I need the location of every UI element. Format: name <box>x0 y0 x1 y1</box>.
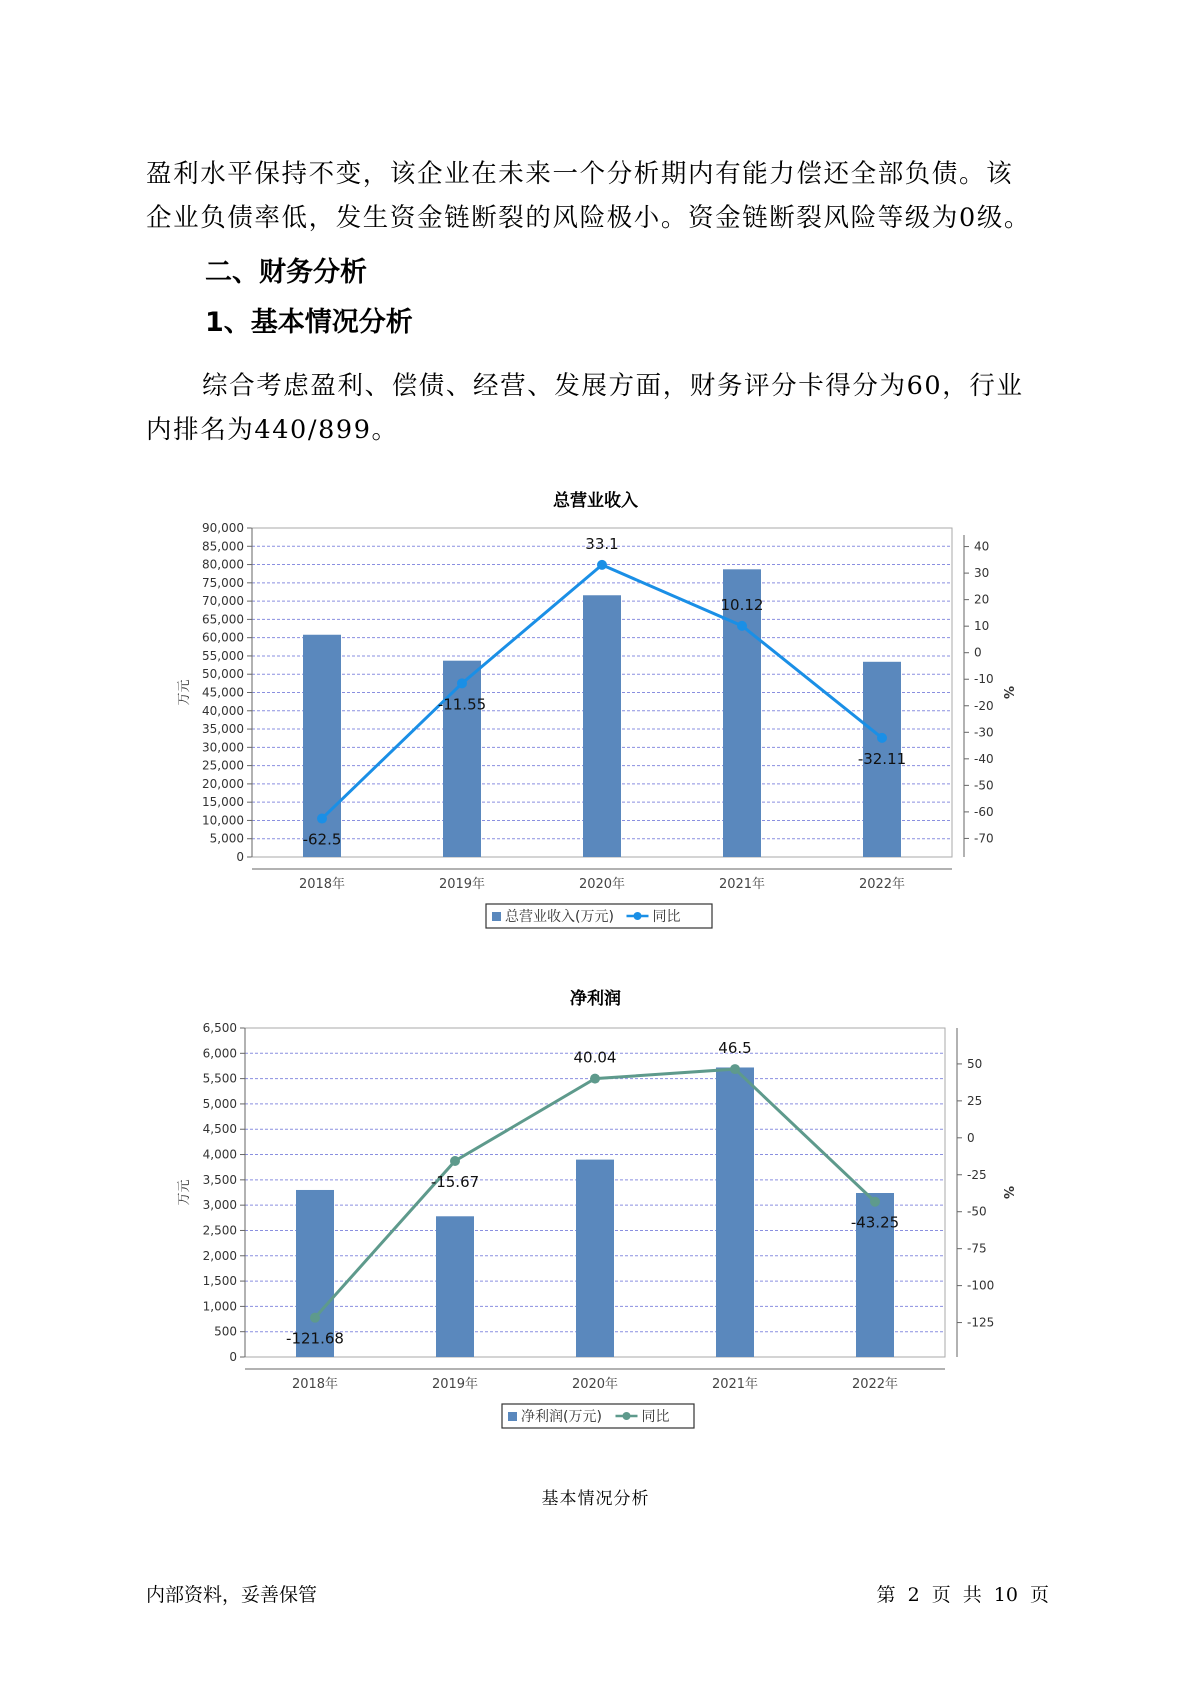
y-tick-label: 0 <box>236 850 244 864</box>
y-tick-label: 5,000 <box>209 831 244 846</box>
summary-line-2: 内排名为440/899。 <box>146 415 399 445</box>
y-tick-label: 1,000 <box>202 1299 237 1314</box>
y-tick-label: 2,500 <box>202 1223 237 1238</box>
y-axis-title: 万元 <box>177 1179 192 1206</box>
y-tick-label: 1,500 <box>202 1274 237 1289</box>
bar <box>436 1216 474 1357</box>
y-tick-label: 2,000 <box>202 1248 237 1263</box>
y2-tick-label: -75 <box>967 1241 987 1256</box>
y-tick-label: 500 <box>214 1324 237 1339</box>
y-tick-label: 50,000 <box>202 667 244 682</box>
y2-axis-title: % <box>1000 685 1015 700</box>
y2-tick-label: -100 <box>967 1278 995 1293</box>
y-tick-label: 3,500 <box>202 1172 237 1187</box>
y2-tick-label: -25 <box>967 1167 987 1182</box>
bar <box>576 1160 614 1357</box>
legend-line-label: 同比 <box>652 909 681 925</box>
y-tick-label: 70,000 <box>202 594 244 609</box>
y-tick-label: 5,000 <box>202 1096 237 1111</box>
y-tick-label: 55,000 <box>202 648 244 663</box>
y2-tick-label: 25 <box>967 1093 983 1108</box>
y2-tick-label: -50 <box>974 778 994 793</box>
legend-bar-label: 净利润(万元) <box>521 1409 602 1425</box>
section-heading: 二、财务分析 <box>205 257 367 288</box>
yoy-data-label: -15.67 <box>430 1172 480 1191</box>
x-tick-label: 2022年 <box>858 877 906 892</box>
yoy-data-label: -11.55 <box>437 695 487 714</box>
legend-bar-label: 总营业收入(万元) <box>505 909 614 925</box>
y2-tick-label: -10 <box>974 672 994 687</box>
bar <box>583 595 621 857</box>
y2-tick-label: 10 <box>974 619 990 634</box>
x-tick-label: 2019年 <box>438 877 486 892</box>
subsection-heading: 1、基本情况分析 <box>205 307 413 338</box>
yoy-point <box>870 1197 880 1207</box>
y-tick-label: 10,000 <box>202 813 244 828</box>
x-tick-label: 2020年 <box>571 1377 619 1392</box>
yoy-data-label: 33.1 <box>585 534 619 553</box>
intro-line-1: 盈利水平保持不变，该企业在未来一个分析期内有能力偿还全部负债。该 <box>146 159 1014 189</box>
y2-tick-label: -30 <box>974 725 994 740</box>
footer-confidential: 内部资料，妥善保管 <box>146 1584 318 1606</box>
bar <box>443 661 481 857</box>
y-tick-label: 15,000 <box>202 795 244 810</box>
y2-tick-label: -40 <box>974 751 994 766</box>
yoy-point <box>317 814 327 824</box>
revenue-chart <box>0 510 1191 930</box>
x-tick-label: 2020年 <box>578 877 626 892</box>
footer-page-number: 第 2 页 共 10 页 <box>876 1584 1049 1606</box>
yoy-point <box>730 1064 740 1074</box>
y-tick-label: 25,000 <box>202 758 244 773</box>
y-tick-label: 4,500 <box>202 1122 237 1137</box>
yoy-data-label: -121.68 <box>286 1329 344 1348</box>
y-tick-label: 90,000 <box>202 521 244 535</box>
yoy-data-label: 46.5 <box>718 1039 752 1058</box>
y2-tick-label: 40 <box>974 539 990 554</box>
yoy-point <box>590 1074 600 1084</box>
y2-tick-label: -125 <box>967 1315 995 1330</box>
y-tick-label: 6,500 <box>202 1021 237 1035</box>
y-tick-label: 3,000 <box>202 1198 237 1213</box>
x-tick-label: 2018年 <box>291 1377 339 1392</box>
y-tick-label: 75,000 <box>202 575 244 590</box>
yoy-data-label: -62.5 <box>302 830 342 849</box>
yoy-point <box>597 560 607 570</box>
y2-axis-title: % <box>1000 1185 1015 1200</box>
x-tick-label: 2019年 <box>431 1377 479 1392</box>
legend-line-marker <box>634 912 642 920</box>
x-tick-label: 2021年 <box>711 1377 759 1392</box>
y-tick-label: 20,000 <box>202 776 244 791</box>
y-tick-label: 4,000 <box>202 1147 237 1162</box>
y2-tick-label: 20 <box>974 592 990 607</box>
y-tick-label: 80,000 <box>202 557 244 572</box>
yoy-data-label: 10.12 <box>720 595 764 614</box>
legend-line-label: 同比 <box>641 1409 670 1425</box>
y-axis-title: 万元 <box>177 679 192 706</box>
yoy-point <box>737 621 747 631</box>
figure-caption: 基本情况分析 <box>541 1489 650 1509</box>
y-tick-label: 0 <box>229 1350 237 1364</box>
summary-line-1: 综合考虑盈利、偿债、经营、发展方面，财务评分卡得分为60，行业 <box>202 371 1024 401</box>
yoy-data-label: -43.25 <box>850 1213 900 1232</box>
y-tick-label: 5,500 <box>202 1071 237 1086</box>
y-tick-label: 45,000 <box>202 685 244 700</box>
y-tick-label: 35,000 <box>202 722 244 737</box>
y2-tick-label: 30 <box>974 566 990 581</box>
y2-tick-label: -60 <box>974 804 994 819</box>
yoy-point <box>457 678 467 688</box>
yoy-point <box>310 1313 320 1323</box>
bar <box>716 1067 754 1357</box>
y-tick-label: 6,000 <box>202 1046 237 1061</box>
y-tick-label: 40,000 <box>202 703 244 718</box>
y2-tick-label: 50 <box>967 1056 983 1071</box>
bar <box>303 635 341 857</box>
y-tick-label: 85,000 <box>202 539 244 554</box>
x-tick-label: 2022年 <box>851 1377 899 1392</box>
y-tick-label: 30,000 <box>202 740 244 755</box>
y-tick-label: 60,000 <box>202 630 244 645</box>
yoy-data-label: 40.04 <box>573 1048 617 1067</box>
x-tick-label: 2021年 <box>718 877 766 892</box>
yoy-data-label: -32.11 <box>857 749 907 768</box>
y2-tick-label: -20 <box>974 698 994 713</box>
yoy-point <box>450 1156 460 1166</box>
y2-tick-label: 0 <box>974 645 982 660</box>
legend-bar-swatch <box>508 1412 517 1421</box>
x-tick-label: 2018年 <box>298 877 346 892</box>
y2-tick-label: 0 <box>967 1130 975 1145</box>
y2-tick-label: -70 <box>974 831 994 846</box>
net-profit-chart <box>0 1010 1191 1430</box>
y2-tick-label: -50 <box>967 1204 987 1219</box>
legend-line-marker <box>623 1412 631 1420</box>
yoy-point <box>877 733 887 743</box>
net-profit-chart-title: 净利润 <box>570 989 621 1009</box>
revenue-chart-title: 总营业收入 <box>553 491 638 511</box>
y-tick-label: 65,000 <box>202 612 244 627</box>
legend-bar-swatch <box>492 912 501 921</box>
intro-line-2: 企业负债率低，发生资金链断裂的风险极小。资金链断裂风险等级为0级。 <box>146 203 1032 233</box>
